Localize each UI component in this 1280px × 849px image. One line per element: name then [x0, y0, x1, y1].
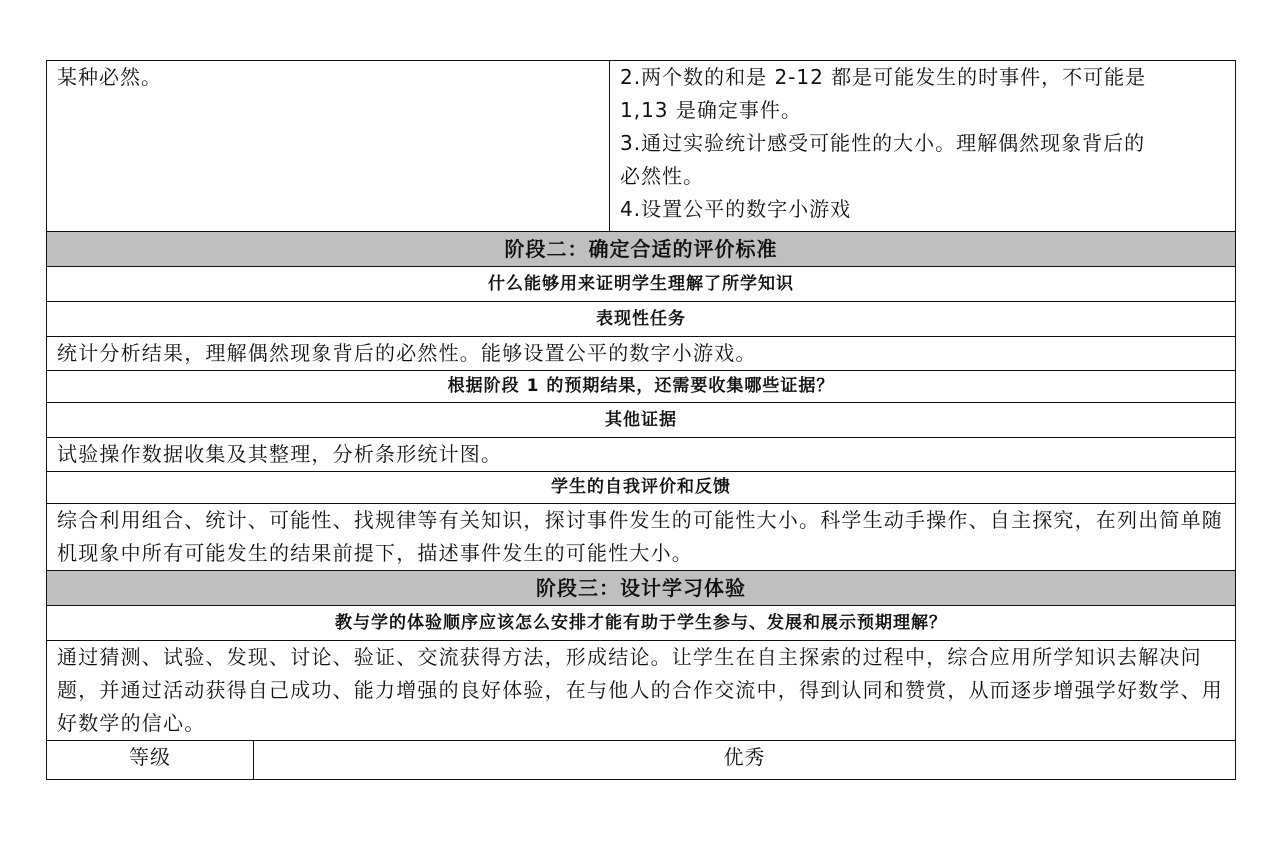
stage3-title: 阶段三：设计学习体验 — [47, 571, 1236, 606]
stage3-question: 教与学的体验顺序应该怎么安排才能有助于学生参与、发展和展示预期理解？ — [47, 606, 1236, 641]
lesson-design-table — [46, 60, 1236, 780]
self-eval-heading: 学生的自我评价和反馈 — [47, 472, 1236, 504]
top-right-cell — [610, 61, 1236, 232]
grade-value: 优秀 — [254, 741, 1236, 780]
top-right-line: 3.通过实验统计感受可能性的大小。理解偶然现象背后的 — [620, 131, 1146, 155]
grade-row — [47, 741, 1236, 780]
stage2-title: 阶段二：确定合适的评价标准 — [47, 232, 1236, 267]
top-left-cell — [47, 61, 610, 232]
stage3-text: 通过猜测、试验、发现、讨论、验证、交流获得方法，形成结论。让学生在自主探索的过程中，综合应用所学知识去解决问题，并通过活动获得自己成功、能力增强的良好体验，在与他人的合作交流中，得到认同和赞赏，从而逐步增强学好数学、用好数学的信心。 — [47, 641, 1236, 741]
top-right-line: 2.两个数的和是 2-12 都是可能发生的时事件，不可能是 — [620, 65, 1147, 89]
grade-label: 等级 — [47, 741, 254, 780]
self-eval-text: 综合利用组合、统计、可能性、找规律等有关知识，探讨事件发生的可能性大小。科学生动手操作、自主探究，在列出简单随机现象中所有可能发生的结果前提下，描述事件发生的可能性大小。 — [47, 504, 1236, 571]
performance-task-heading: 表现性任务 — [47, 302, 1236, 337]
top-right-line: 4.设置公平的数字小游戏 — [620, 197, 852, 221]
top-right-line: 必然性。 — [620, 164, 704, 188]
other-evidence-heading: 其他证据 — [47, 403, 1236, 438]
top-left-text: 某种必然。 — [57, 65, 162, 89]
performance-task-text: 统计分析结果，理解偶然现象背后的必然性。能够设置公平的数字小游戏。 — [47, 337, 1236, 371]
top-right-line: 1,13 是确定事件。 — [620, 98, 802, 122]
stage2-question1: 什么能够用来证明学生理解了所学知识 — [47, 267, 1236, 302]
other-evidence-text: 试验操作数据收集及其整理，分析条形统计图。 — [47, 438, 1236, 472]
stage2-question2: 根据阶段 1 的预期结果，还需要收集哪些证据？ — [47, 371, 1236, 403]
top-row — [47, 61, 1236, 232]
